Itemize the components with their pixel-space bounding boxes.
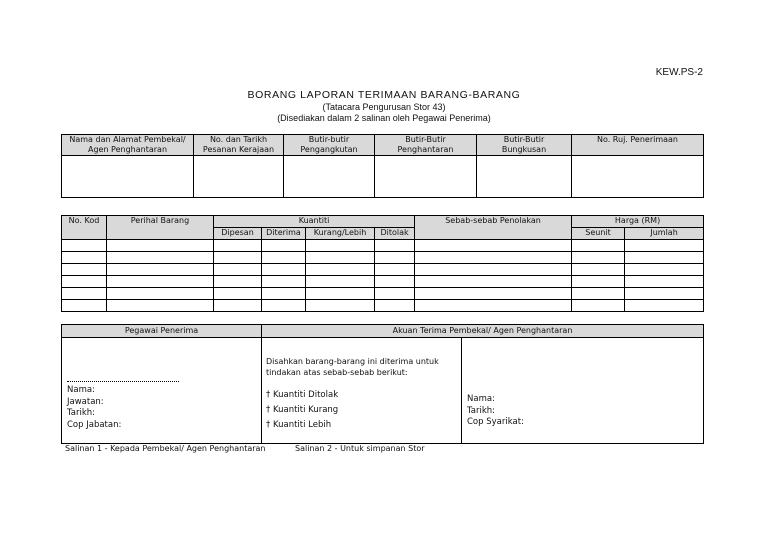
copy-note-2: Salinan 2 - Untuk simpanan Stor <box>295 444 425 453</box>
officer-position-label: Jawatan: <box>67 396 104 407</box>
table-row <box>62 264 704 276</box>
header-supplier-acknowledgement: Akuan Terima Pembekal/ Agen Penghantaran <box>262 325 704 338</box>
header-price: Harga (RM) <box>572 216 704 228</box>
confirmation-cell <box>262 338 462 444</box>
confirmation-text-line1: Disahkan barang-barang ini diterima untuk <box>266 357 439 366</box>
packaging-field[interactable] <box>477 156 572 198</box>
order-field[interactable] <box>194 156 284 198</box>
form-subtitle-procedure: (Tatacara Pengurusan Stor 43) <box>322 102 446 112</box>
header-supplier: Nama dan Alamat Pembekal/ Agen Penghantaran <box>62 135 194 156</box>
items-table <box>61 215 704 312</box>
cross-icon: † <box>266 390 271 400</box>
header-rejected: Ditolak <box>375 228 415 240</box>
header-transport: Butir-butir Pengangkutan <box>284 135 375 156</box>
header-receiving-officer: Pegawai Penerima <box>62 325 262 338</box>
form-code: KEW.PS-2 <box>655 67 703 78</box>
table-row <box>62 288 704 300</box>
transport-field[interactable] <box>284 156 375 198</box>
header-rejection-reasons: Sebab-sebab Penolakan <box>415 216 572 240</box>
header-total: Jumlah <box>625 228 704 240</box>
delivery-field[interactable] <box>375 156 477 198</box>
header-unit-price: Seunit <box>572 228 625 240</box>
form-title: BORANG LAPORAN TERIMAAN BARANG-BARANG <box>247 89 521 101</box>
header-ordered: Dipesan <box>214 228 262 240</box>
checkbox-excess[interactable] <box>266 420 331 430</box>
cross-icon: † <box>266 420 271 430</box>
checkbox-short-label: Kuantiti Kurang <box>272 405 339 415</box>
acknowledgement-table <box>61 324 704 444</box>
checkbox-excess-label: Kuantiti Lebih <box>272 420 332 430</box>
table-row <box>62 240 704 252</box>
department-stamp-label: Cop Jabatan: <box>67 419 122 430</box>
supplier-field[interactable] <box>62 156 194 198</box>
receiving-officer-cell <box>62 338 262 444</box>
company-stamp-label: Cop Syarikat: <box>467 417 524 427</box>
signature-line[interactable] <box>67 381 179 382</box>
form-subtitle-copies: (Disediakan dalam 2 salinan oleh Pegawai Penerima) <box>277 113 491 123</box>
header-order-no-date: No. dan Tarikh Pesanan Kerajaan <box>194 135 284 156</box>
receipt-ref-field[interactable] <box>572 156 704 198</box>
table-row <box>62 252 704 264</box>
header-short-over: Kurang/Lebih <box>306 228 375 240</box>
header-description: Perihal Barang <box>107 216 214 240</box>
header-delivery: Butir-Butir Penghantaran <box>375 135 477 156</box>
header-received: Diterima <box>262 228 306 240</box>
confirmation-text-line2: tindakan atas sebab-sebab berikut: <box>266 368 408 377</box>
supplier-name-label: Nama: <box>467 394 495 404</box>
header-receipt-ref: No. Ruj. Penerimaan <box>572 135 704 156</box>
checkbox-short[interactable] <box>266 405 338 415</box>
checkbox-rejected[interactable] <box>266 390 338 400</box>
table-row <box>62 276 704 288</box>
supplier-date-label: Tarikh: <box>467 405 496 416</box>
supplier-details-table <box>61 134 704 198</box>
supplier-signature-cell <box>462 338 704 444</box>
cross-icon: † <box>266 405 271 415</box>
copy-note-1: Salinan 1 - Kepada Pembekal/ Agen Penghantaran <box>65 444 266 453</box>
checkbox-rejected-label: Kuantiti Ditolak <box>272 390 339 400</box>
header-quantity: Kuantiti <box>214 216 415 228</box>
table-row <box>62 300 704 312</box>
officer-date-label: Tarikh: <box>67 408 96 418</box>
header-packaging: Butir-Butir Bungkusan <box>477 135 572 156</box>
officer-name-label: Nama: <box>67 385 95 395</box>
header-code: No. Kod <box>62 216 107 240</box>
